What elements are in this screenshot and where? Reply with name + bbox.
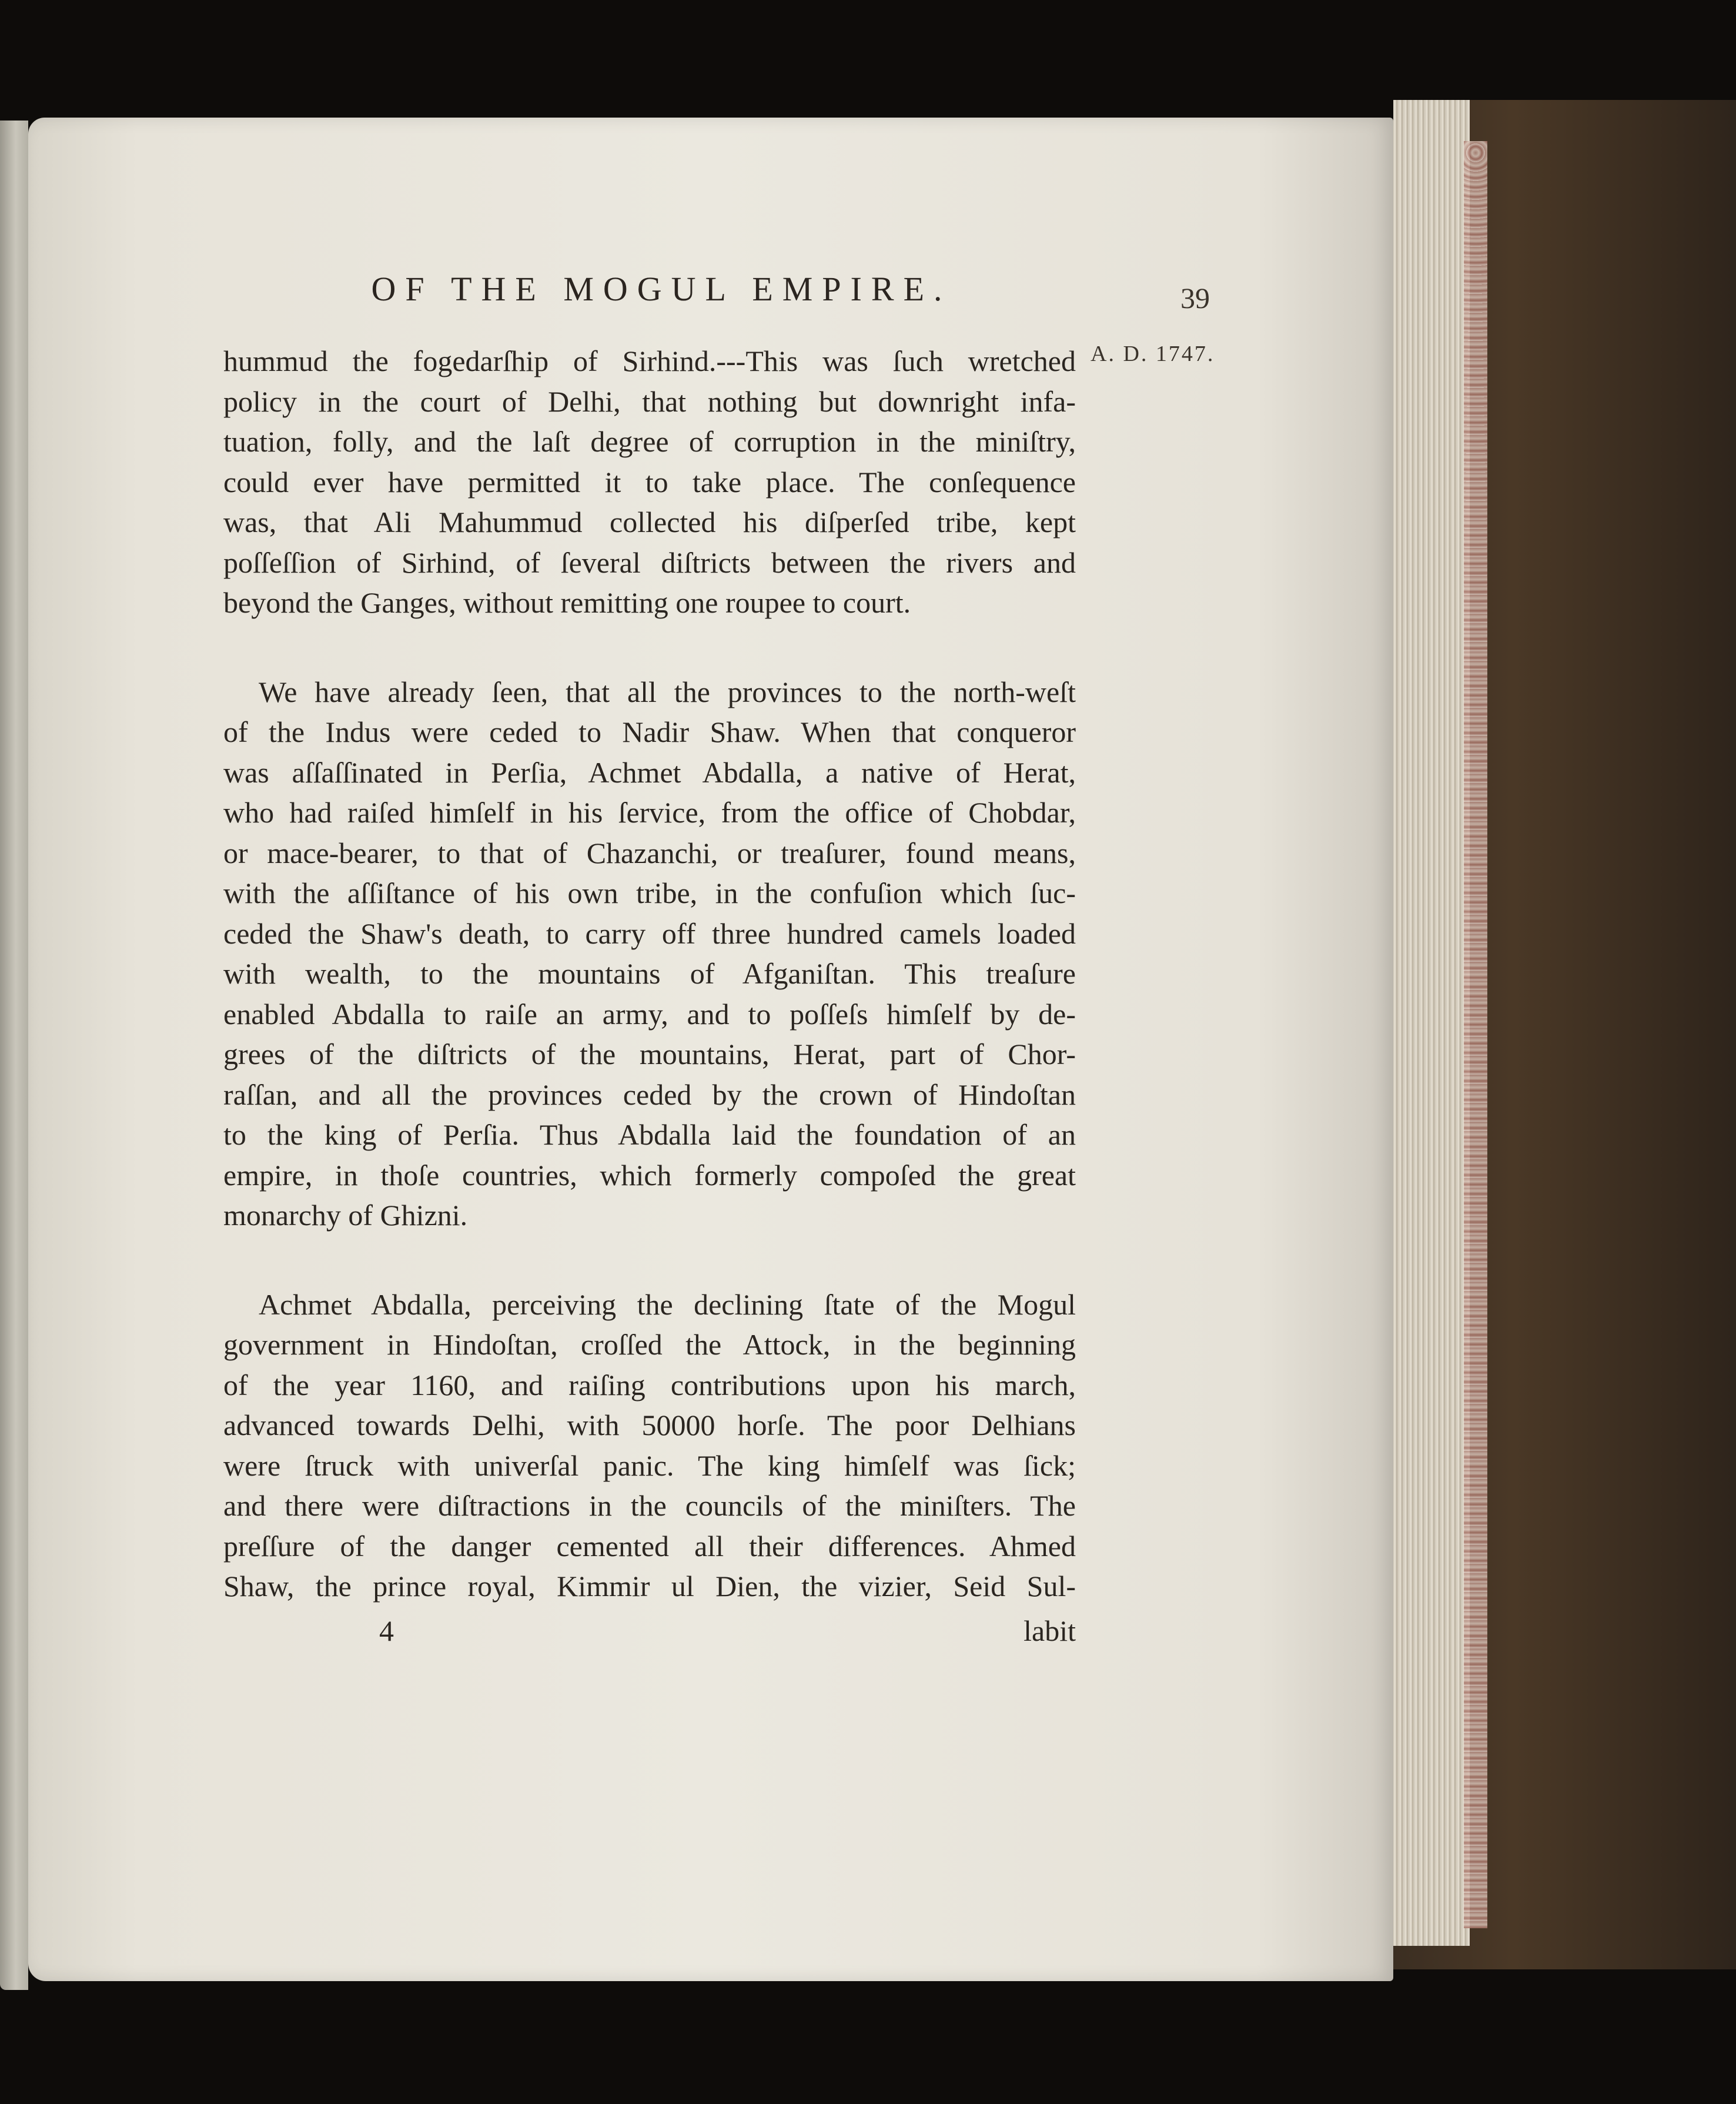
text-line: could ever have permitted it to take place. The conſequence [223,465,1076,499]
text-line: to the king of Perſia. Thus Abdalla laid the foundation of an [223,1118,1076,1151]
text-line: Shaw, the prince royal, Kimmir ul Dien, the vizier, Seid Sul- [223,1570,1076,1603]
text-line: beyond the Ganges, without remitting one roupee to court. [223,586,911,619]
text-line: We have already ſeen, that all the provinces to the north-weſt [259,675,1076,708]
text-line: grees of the diſtricts of the mountains, Herat, part of Chor- [223,1038,1076,1071]
text-line: Achmet Abdalla, perceiving the declining ſtate of the Mogul [259,1287,1076,1321]
paragraph-gap [223,623,1076,672]
text-line: monarchy of Ghizni. [223,1199,468,1232]
text-line: was, that Ali Mahummud collected his diſperſed tribe, kept [223,506,1076,538]
text-line: were ſtruck with univerſal panic. The king himſelf was ſick; [223,1449,1076,1482]
text-line: poſſeſſion of Sirhind, of ſeveral diſtricts between the rivers and [223,546,1076,579]
text-line: and there were diſtractions in the councils of the miniſters. The [223,1489,1076,1522]
text-line: hummud the fogedarſhip of Sirhind.---This was ſuch wretched [223,344,1076,377]
text-line: policy in the court of Delhi, that nothing but downright infa- [223,384,1076,418]
text-line: of the Indus were ceded to Nadir Shaw. When that conqueror [223,715,1076,748]
text-line: advanced towards Delhi, with 50000 horſe. The poor Delhians [223,1409,1076,1441]
text-line: with the aſſiſtance of his own tribe, in the confuſion which ſuc- [223,877,1076,909]
text-line: tuation, folly, and the laſt degree of corruption in the miniſtry, [223,425,1076,458]
text-line: preſſure of the danger cemented all their differences. Ahmed [223,1529,1076,1563]
text-line: government in Hindoſtan, croſſed the Attock, in the beginning [223,1328,1076,1361]
text-line: of the year 1160, and raiſing contributions upon his march, [223,1368,1076,1401]
page-number: 39 [1180,282,1210,315]
catchword: labit [1023,1614,1076,1647]
paragraph-gap [223,1236,1076,1285]
left-page-edge [0,121,28,1990]
margin-date-note: A. D. 1747. [1091,342,1215,366]
text-line: who had raiſed himſelf in his ſervice, from the office of Chobdar, [223,796,1076,829]
text-line: was aſſaſſinated in Perſia, Achmet Abdalla, a native of Herat, [223,755,1076,789]
text-line: with wealth, to the mountains of Afganiſtan. This treaſure [223,957,1076,990]
body-text [223,341,1076,1607]
page-edges [1393,100,1470,1946]
running-head: OF THE MOGUL EMPIRE. [371,270,952,308]
text-line: or mace-bearer, to that of Chazanchi, or treaſurer, found means, [223,836,1076,869]
text-line: empire, in thoſe countries, which formerly compoſed the great [223,1158,1076,1192]
page-footer [223,1614,1076,1649]
text-line: enabled Abdalla to raiſe an army, and to poſſeſs himſelf by de- [223,997,1076,1031]
text-line: ceded the Shaw's death, to carry off three hundred camels loaded [223,916,1076,950]
signature-mark: 4 [379,1614,394,1647]
marbled-edge [1464,141,1487,1928]
text-line: raſſan, and all the provinces ceded by the crown of Hindoſtan [223,1078,1076,1111]
